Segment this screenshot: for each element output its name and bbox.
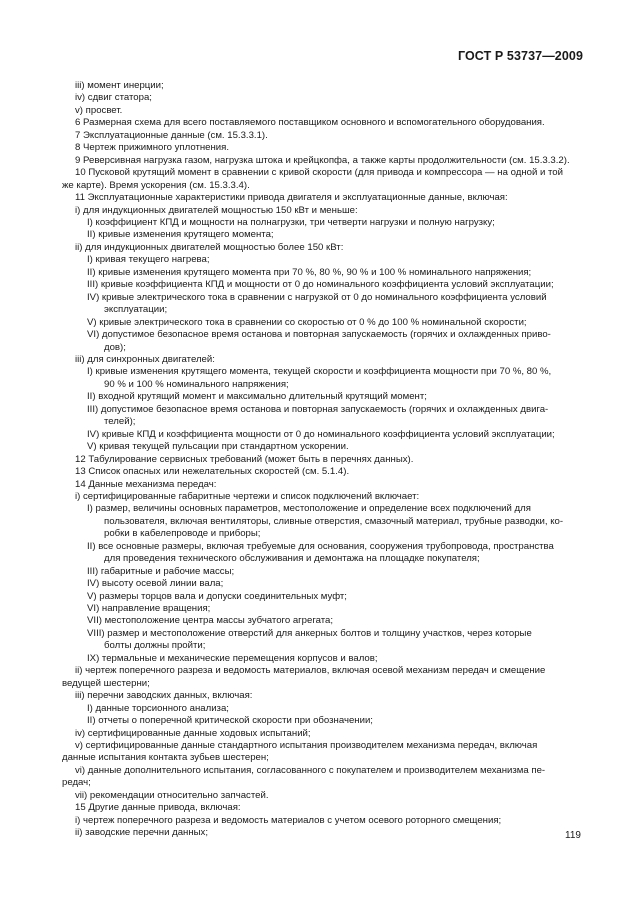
text-line: iii) для синхронных двигателей: xyxy=(75,353,215,365)
text-line: IV) кривые КПД и коэффициента мощности от 0 до номинального коэффициента условий эксплуатации; xyxy=(87,428,555,440)
text-line: VII) местоположение центра массы зубчатого агрегата; xyxy=(87,615,334,627)
text-line: 7 Эксплуатационные данные (см. 15.3.3.1). xyxy=(75,129,268,141)
text-line: пользователя, включая вентиляторы, сливные отверстия, смазочный материал, трубные разводки, ко- xyxy=(104,515,564,527)
text-line: редач; xyxy=(62,777,91,789)
document-header: ГОСТ Р 53737—2009 xyxy=(457,49,583,63)
text-line: 8 Чертеж прижимного уплотнения. xyxy=(75,142,230,154)
text-line: I) размер, величины основных параметров, местоположение и определение всех подключений для xyxy=(87,503,531,515)
text-line: 11 Эксплуатационные характеристики привода двигателя и эксплуатационные данные, включая: xyxy=(75,192,508,204)
text-line: для проведения технического обслуживания и демонтажа на площадке покупателя; xyxy=(104,553,480,565)
text-line: IV) кривые электрического тока в сравнении с нагрузкой от 0 до номинального коэффициента условий xyxy=(87,291,547,303)
text-line: робки в кабелепроводе и приборы; xyxy=(104,528,261,540)
text-line: 13 Список опасных или нежелательных скоростей (см. 5.1.4). xyxy=(75,466,350,478)
text-line: VIII) размер и местоположение отверстий для анкерных болтов и толщину участков, через которые xyxy=(87,627,532,639)
text-line: v) просвет. xyxy=(75,104,123,116)
text-line: данные испытания контакта зубьев шестерен; xyxy=(62,752,269,764)
text-line: 14 Данные механизма передач: xyxy=(75,478,217,490)
text-line: IV) высоту осевой линии вала; xyxy=(87,578,224,590)
text-line: iii) перечни заводских данных, включая: xyxy=(75,690,253,702)
text-line: i) чертеж поперечного разреза и ведомость материалов с учетом осевого роторного смещения; xyxy=(75,814,502,826)
text-line: III) габаритные и рабочие массы; xyxy=(87,565,235,577)
text-line: II) кривые изменения крутящего момента; xyxy=(87,229,274,241)
text-line: v) сертифицированные данные стандартного испытания производителем механизма передач, включая xyxy=(75,740,538,752)
text-line: ведущей шестерни; xyxy=(62,677,150,689)
text-line: эксплуатации; xyxy=(104,304,168,316)
text-line: ii) чертеж поперечного разреза и ведомость материалов, включая осевой механизм передач и смещение xyxy=(75,665,546,677)
text-line: телей); xyxy=(104,416,136,428)
text-line: же карте). Время ускорения (см. 15.3.3.4). xyxy=(62,179,250,191)
text-line: V) размеры торцов вала и допуски соединительных муфт; xyxy=(87,590,347,602)
text-line: I) кривые изменения крутящего момента, текущей скорости и коэффициента мощности при 70 %, 80 %, xyxy=(87,366,552,378)
text-line: VI) направление вращения; xyxy=(87,603,211,615)
text-line: i) для индукционных двигателей мощностью 150 кВт и меньше: xyxy=(75,204,358,216)
text-line: III) кривые коэффициента КПД и мощности от 0 до номинального коэффициента условий эксплуатации; xyxy=(87,279,554,291)
page-number: 119 xyxy=(565,830,581,841)
text-line: VI) допустимое безопасное время останова и повторная запускаемость (горячих и охлажденных приво- xyxy=(87,329,551,341)
text-line: ii) для индукционных двигателей мощностью более 150 кВт: xyxy=(75,241,344,253)
text-line: II) кривые изменения крутящего момента при 70 %, 80 %, 90 % и 100 % номинального напряжения; xyxy=(87,266,532,278)
text-line: vi) данные дополнительного испытания, согласованного с покупателем и производителем механизма пе- xyxy=(75,764,546,776)
text-line: 9 Реверсивная нагрузка газом, нагрузка штока и крейцкопфа, а также карты продолжительности (см. 15.3.3.2). xyxy=(75,154,570,166)
text-line: 6 Размерная схема для всего поставляемого поставщиком основного и вспомогательного оборудования. xyxy=(75,117,545,129)
text-line: 12 Табулирование сервисных требований (может быть в перечнях данных). xyxy=(75,453,414,465)
text-line: IX) термальные и механические перемещения корпусов и валов; xyxy=(87,652,378,664)
text-line: V) кривая текущей пульсации при стандартном ускорении. xyxy=(87,441,349,453)
text-line: II) отчеты о поперечной критической скорости при обозначении; xyxy=(87,715,373,727)
text-line: 10 Пусковой крутящий момент в сравнении с кривой скорости (для привода и компрессора — на одной и той xyxy=(75,167,563,179)
text-line: 90 % и 100 % номинального напряжения; xyxy=(104,378,289,390)
text-line: болты должны пройти; xyxy=(104,640,206,652)
text-line: I) данные торсионного анализа; xyxy=(87,702,229,714)
text-line: II) входной крутящий момент и максимально длительный крутящий момент; xyxy=(87,391,427,403)
text-line: I) кривая текущего нагрева; xyxy=(87,254,210,266)
document-body xyxy=(62,80,584,840)
text-line: II) все основные размеры, включая требуемые для основания, сооружения трубопровода, пространства xyxy=(87,540,554,552)
text-line: iv) сертифицированные данные ходовых испытаний; xyxy=(75,727,311,739)
text-line: III) допустимое безопасное время останова и повторная запускаемость (горячих и охлажденных двига- xyxy=(87,403,549,415)
text-line: 15 Другие данные привода, включая: xyxy=(75,802,241,814)
text-line: дов); xyxy=(104,341,126,353)
text-line: V) кривые электрического тока в сравнении со скоростью от 0 % до 100 % номинальной скорости; xyxy=(87,316,527,328)
text-line: i) сертифицированные габаритные чертежи и список подключений включает: xyxy=(75,490,420,502)
text-line: vii) рекомендации относительно запчастей. xyxy=(75,789,269,801)
text-line: I) коэффициент КПД и мощности на полнагрузки, три четверти нагрузки и полную нагрузку; xyxy=(87,216,495,228)
text-line: iii) момент инерции; xyxy=(75,80,164,91)
text-line: iv) сдвиг статора; xyxy=(75,92,152,104)
text-line: ii) заводские перечни данных; xyxy=(75,827,209,839)
